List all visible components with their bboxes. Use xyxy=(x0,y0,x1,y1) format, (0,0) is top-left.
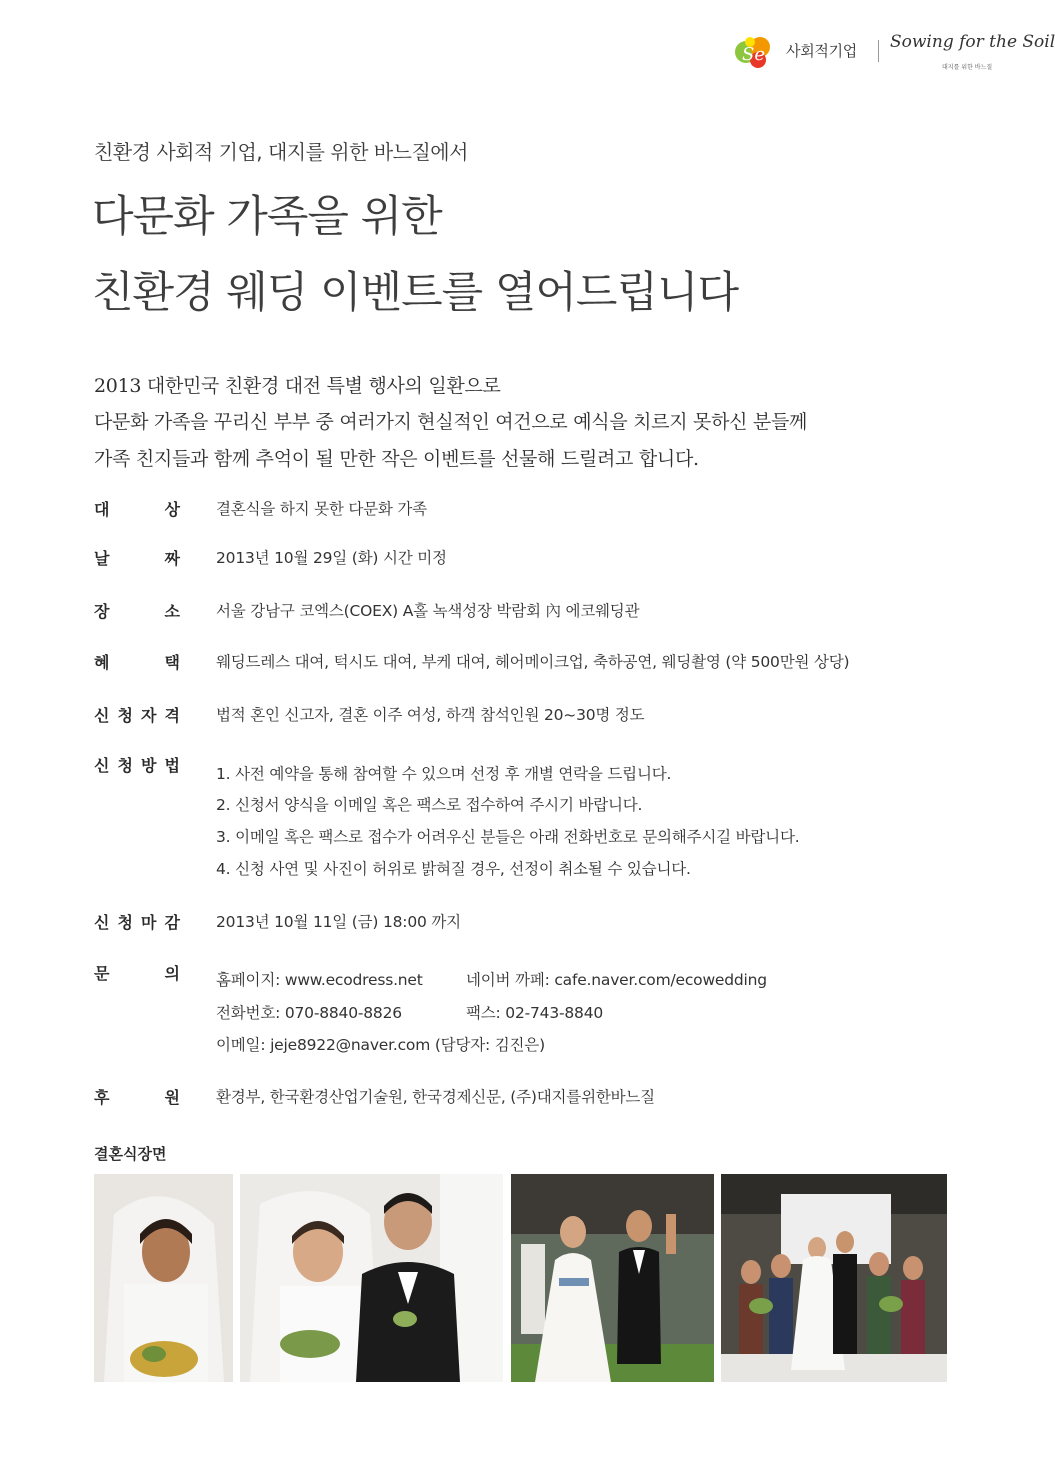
brand-text: Sowing for the Soil xyxy=(890,32,1055,52)
method-item-3: 3. 이메일 혹은 팩스로 접수가 어려우신 분들은 아래 전화번호로 문의해주시길 바랍니다. xyxy=(216,828,800,846)
label-place: 장 소 xyxy=(94,602,180,621)
label-date: 날 짜 xyxy=(94,549,180,568)
value-eligibility: 법적 혼인 신고자, 결혼 이주 여성, 하객 참석인원 20~30명 정도 xyxy=(216,706,645,724)
wedding-photo-2 xyxy=(240,1174,503,1382)
intro-line-2: 다문화 가족을 꾸리신 부부 중 여러가지 현실적인 여건으로 예식을 치르지 못하신 분들께 xyxy=(94,411,808,433)
value-benefit: 웨딩드레스 대여, 턱시도 대여, 부케 대여, 헤어메이크업, 축하공연, 웨딩촬영 (약 500만원 상당) xyxy=(216,653,850,671)
label-sponsor: 후 원 xyxy=(94,1088,180,1107)
title-line-1: 다문화 가족을 위한 xyxy=(92,192,442,242)
contact-fax: 팩스: 02-743-8840 xyxy=(466,1004,604,1022)
svg-text:Se: Se xyxy=(742,44,765,65)
org-name: 사회적기업 xyxy=(786,42,857,60)
wedding-photo-1 xyxy=(94,1174,233,1382)
label-target: 대 상 xyxy=(94,500,180,519)
logo-divider xyxy=(878,40,879,62)
label-contact: 문 의 xyxy=(94,964,180,983)
subtitle: 친환경 사회적 기업, 대지를 위한 바느질에서 xyxy=(94,140,468,164)
label-eligibility: 신 청 자 격 xyxy=(94,706,180,725)
brand-subtext: 대지를 위한 바느질 xyxy=(942,64,993,71)
label-deadline: 신 청 마 감 xyxy=(94,913,180,932)
value-date: 2013년 10월 29일 (화) 시간 미정 xyxy=(216,549,447,567)
method-item-2: 2. 신청서 양식을 이메일 혹은 팩스로 접수하여 주시기 바랍니다. xyxy=(216,796,643,814)
wedding-photo-3 xyxy=(511,1174,714,1382)
intro-line-1: 2013 대한민국 친환경 대전 특별 행사의 일환으로 xyxy=(94,375,501,397)
value-place: 서울 강남구 코엑스(COEX) A홀 녹색성장 박람회 內 에코웨딩관 xyxy=(216,602,640,620)
label-method: 신 청 방 법 xyxy=(94,756,180,775)
contact-phone: 전화번호: 070-8840-8826 xyxy=(216,1004,402,1022)
method-item-1: 1. 사전 예약을 통해 참여할 수 있으며 선정 후 개별 연락을 드립니다. xyxy=(216,765,672,783)
value-deadline: 2013년 10월 11일 (금) 18:00 까지 xyxy=(216,913,461,931)
label-benefit: 혜 택 xyxy=(94,653,180,672)
intro-line-3: 가족 친지들과 함께 추억이 될 만한 작은 이벤트를 선물해 드릴려고 합니다. xyxy=(94,448,699,470)
header-logo xyxy=(728,28,1055,78)
contact-cafe: 네이버 까페: cafe.naver.com/ecowedding xyxy=(466,971,767,989)
se-logo-icon xyxy=(728,30,776,74)
value-sponsor: 환경부, 한국환경산업기술원, 한국경제신문, (주)대지를위한바느질 xyxy=(216,1088,655,1106)
wedding-photo-4 xyxy=(721,1174,947,1382)
title-line-2: 친환경 웨딩 이벤트를 열어드립니다 xyxy=(92,268,739,318)
contact-email: 이메일: jeje8922@naver.com (담당자: 김진은) xyxy=(216,1036,545,1054)
value-target: 결혼식을 하지 못한 다문화 가족 xyxy=(216,500,427,518)
contact-homepage: 홈페이지: www.ecodress.net xyxy=(216,971,423,989)
photos-label: 결혼식장면 xyxy=(94,1145,167,1163)
method-item-4: 4. 신청 사연 및 사진이 허위로 밝혀질 경우, 선정이 취소될 수 있습니다. xyxy=(216,860,691,878)
